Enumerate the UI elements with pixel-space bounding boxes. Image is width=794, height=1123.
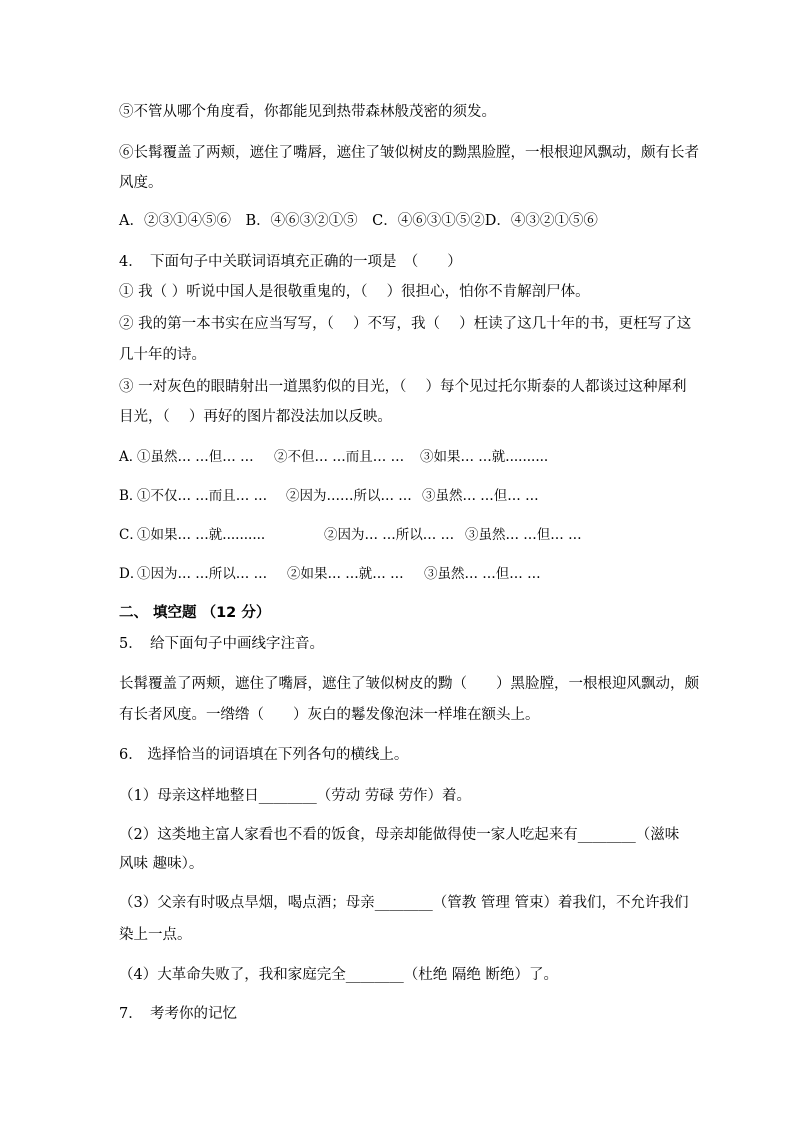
q4-option-c [119,525,582,545]
option-label: A． [119,449,143,465]
option-choice-1: ①虽然… …但… … [137,449,254,465]
q6-stem: 6． 选择恰当的词语填在下列各句的横线上。 [119,747,409,763]
q4-option-d [119,564,541,584]
q3-sentence-6: ⑥长髯覆盖了两颊，遮住了嘴唇，遮住了皱似树皮的黝黑脸膛，一根根迎风飘动，颇有长者 [119,145,699,161]
option-choice-2: ②因为……所以… … [286,488,412,504]
option-label: D． [119,566,144,582]
option-choice-3: ③如果… …就.......... [420,449,549,465]
q6-item-2: （2）这类地主富人家看也不看的饭食，母亲却能做得使一家人吃起来有________（滋味 [119,827,680,843]
q4-option-b [119,486,539,506]
option-label: B． [119,488,143,504]
q5-passage-line-2: 有长者风度。一绺绺（ ）灰白的鬈发像泡沫一样堆在额头上。 [119,707,540,723]
option-choice-3: ③虽然… …但… … [422,488,539,504]
q6-item-1: （1）母亲这样地整日________（劳动 劳碌 劳作）着。 [119,788,471,804]
option-choice-1: ①因为… …所以… … [137,566,268,582]
option-choice-2: ②因为… …所以… … [324,527,455,543]
q3-sentence-5: ⑤不管从哪个角度看，你都能见到热带森林般茂密的须发。 [119,104,496,120]
q4-sentence-1: ① 我（ ）听说中国人是很敬重鬼的，（ ）很担心，怕你不肯解剖尸体。 [119,284,590,300]
q7-stem: 7． 考考你的记忆 [119,1006,237,1022]
q4-sentence-2-cont: 几十年的诗。 [119,347,206,363]
q4-option-a [119,447,548,467]
q4-sentence-2: ② 我的第一本书实在应当写写，（ ）不写，我（ ）枉读了这几十年的书，更枉写了这 [119,316,692,332]
q5-passage-line-1: 长髯覆盖了两颊，遮住了嘴唇，遮住了皱似树皮的黝（ ）黑脸膛，一根根迎风飘动，颇 [119,676,699,692]
option-choice-2: ②如果… …就… … [287,566,404,582]
option-choice-3: ③虽然… …但… … [424,566,541,582]
option-choice-3: ③虽然… …但… … [465,527,582,543]
option-choice-1: ①如果… …就.......... [137,527,266,543]
q3-options: A．②③①④⑤⑥ B．④⑥③②①⑤ C．④⑥③①⑤②D．④③②①⑤⑥ [119,213,598,229]
q4-sentence-3-cont: 目光，（ ）再好的图片都没法加以反映。 [119,409,392,425]
q6-item-3: （3）父亲有时吸点旱烟，喝点酒；母亲________（管教 管理 管束）着我们，不允许我们 [119,895,689,911]
section-2-title: 二、 填空题 （12 分） [119,605,271,621]
q5-stem: 5． 给下面句子中画线字注音。 [119,636,324,652]
q6-item-2-cont: 风味 趣味）。 [119,856,204,872]
q4-stem: 4． 下面句子中关联词语填充正确的一项是 （ ） [119,254,462,270]
q4-sentence-3: ③ 一对灰色的眼睛射出一道黑豹似的目光，（ ）每个见过托尔斯泰的人都谈过这种犀利 [119,379,687,395]
option-label: C． [119,527,143,543]
q3-sentence-6-cont: 风度。 [119,175,163,191]
q6-item-3-cont: 染上一点。 [119,927,192,943]
option-choice-1: ①不仅… …而且… … [137,488,268,504]
q6-item-4: （4）大革命失败了，我和家庭完全________（杜绝 隔绝 断绝）了。 [119,967,558,983]
option-choice-2: ②不但… …而且… … [274,449,405,465]
